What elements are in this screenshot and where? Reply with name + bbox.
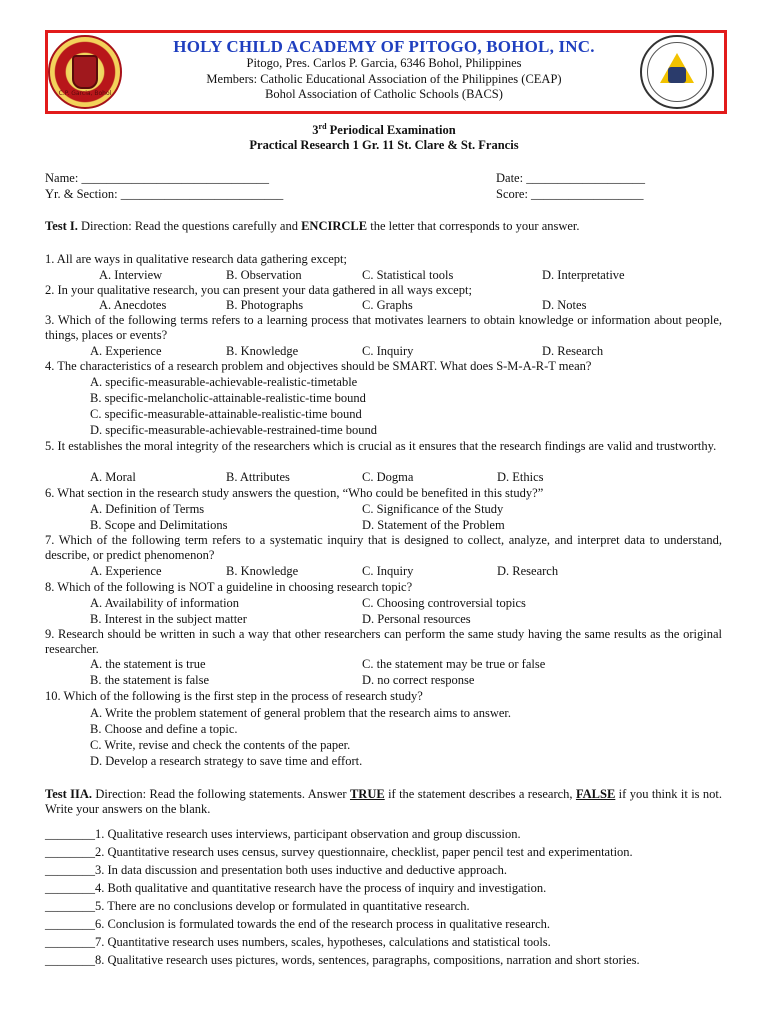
question-4: 4. The characteristics of a research problem and objectives should be SMART. What does S-M-A-R-T mean? bbox=[45, 359, 592, 373]
q10-choice-b[interactable]: B. Choose and define a topic. bbox=[90, 722, 238, 736]
question-7: 7. Which of the following term refers to a systematic inquiry that is designed to collect, analyze, and interpret data to understand, describe, or predict phenomenon? bbox=[45, 533, 722, 562]
question-1: 1. All are ways in qualitative research data gathering except; bbox=[45, 252, 347, 266]
question-3: 3. Which of the following terms refers to a learning process that motivates learners to obtain knowledge or information about people, things, places or events? bbox=[45, 313, 722, 342]
school-members: Members: Catholic Educational Association of the Philippines (CEAP) bbox=[206, 72, 562, 86]
question-9: 9. Research should be written in such a way that other researchers can perform the same study having the same results as the original researcher. bbox=[45, 627, 722, 656]
tf-item-8[interactable]: ________8. Qualitative research uses pictures, words, sentences, paragraphs, compositions, narration and short stories. bbox=[45, 953, 640, 967]
test2-dir-a: Direction: Read the following statements. Answer bbox=[92, 787, 350, 801]
q6-choice-c[interactable]: C. Significance of the Study bbox=[362, 502, 504, 516]
tabernacle-icon bbox=[72, 55, 98, 89]
question-6: 6. What section in the research study answers the question, “Who could be benefited in this study?” bbox=[45, 486, 544, 500]
q1-choice-c[interactable]: C. Statistical tools bbox=[362, 268, 454, 282]
test1-direction-bold: ENCIRCLE bbox=[301, 219, 368, 233]
q8-choice-d[interactable]: D. Personal resources bbox=[362, 612, 471, 626]
test2-label: Test IIA. bbox=[45, 787, 93, 801]
tf-item-6[interactable]: ________6. Conclusion is formulated towards the end of the research process in qualitative research. bbox=[45, 917, 551, 931]
q2-choice-b[interactable]: B. Photographs bbox=[226, 298, 304, 312]
q4-choice-a[interactable]: A. specific-measurable-achievable-realistic-timetable bbox=[90, 375, 358, 389]
test2-dir-c: if you think it is not. Write your answers on the blank. bbox=[45, 787, 723, 816]
false-word: FALSE bbox=[575, 787, 616, 801]
section-field[interactable]: Yr. & Section: __________________________ bbox=[45, 187, 284, 201]
q2-choice-d[interactable]: D. Notes bbox=[542, 298, 587, 312]
score-field[interactable]: Score: __________________ bbox=[496, 187, 644, 201]
q1-choice-d[interactable]: D. Interpretative bbox=[542, 268, 625, 282]
question-5: 5. It establishes the moral integrity of the researchers which is crucial as it ensures that the research findings are valid and trustworthy. bbox=[45, 439, 717, 453]
q3-choice-b[interactable]: B. Knowledge bbox=[226, 344, 299, 358]
q5-choice-d[interactable]: D. Ethics bbox=[497, 470, 544, 484]
q7-choice-c[interactable]: C. Inquiry bbox=[362, 564, 414, 578]
q5-choice-c[interactable]: C. Dogma bbox=[362, 470, 414, 484]
q1-choice-b[interactable]: B. Observation bbox=[226, 268, 302, 282]
test1-direction bbox=[45, 219, 580, 234]
school-bacs: Bohol Association of Catholic Schools (BACS) bbox=[265, 87, 503, 101]
bacs-logo bbox=[640, 35, 714, 109]
test2-direction bbox=[45, 787, 722, 817]
q5-choice-b[interactable]: B. Attributes bbox=[226, 470, 290, 484]
test1-direction-a: Direction: Read the questions carefully and bbox=[77, 219, 302, 233]
book-icon bbox=[668, 67, 686, 83]
q9-choice-c[interactable]: C. the statement may be true or false bbox=[362, 657, 546, 671]
q7-choice-a[interactable]: A. Experience bbox=[90, 564, 162, 578]
q4-choice-d[interactable]: D. specific-measurable-achievable-restrained-time bound bbox=[90, 423, 378, 437]
q3-choice-a[interactable]: A. Experience bbox=[90, 344, 162, 358]
q8-choice-c[interactable]: C. Choosing controversial topics bbox=[362, 596, 526, 610]
question-10: 10. Which of the following is the first step in the process of research study? bbox=[45, 689, 423, 703]
q10-choice-a[interactable]: A. Write the problem statement of general problem that the research aims to answer. bbox=[90, 706, 511, 720]
q3-choice-c[interactable]: C. Inquiry bbox=[362, 344, 414, 358]
q6-choice-d[interactable]: D. Statement of the Problem bbox=[362, 518, 505, 532]
tf-item-5[interactable]: ________5. There are no conclusions develop or formulated in quantitative research. bbox=[45, 899, 470, 913]
q6-choice-b[interactable]: B. Scope and Delimitations bbox=[90, 518, 228, 532]
question-8: 8. Which of the following is NOT a guideline in choosing research topic? bbox=[45, 580, 413, 594]
q7-choice-b[interactable]: B. Knowledge bbox=[226, 564, 299, 578]
q8-choice-b[interactable]: B. Interest in the subject matter bbox=[90, 612, 247, 626]
q2-choice-c[interactable]: C. Graphs bbox=[362, 298, 413, 312]
school-seal-logo bbox=[48, 35, 122, 109]
q9-choice-d[interactable]: D. no correct response bbox=[362, 673, 475, 687]
tf-item-1[interactable]: ________1. Qualitative research uses interviews, participant observation and group discussion. bbox=[45, 827, 521, 841]
q9-choice-b[interactable]: B. the statement is false bbox=[90, 673, 210, 687]
tf-item-7[interactable]: ________7. Quantitative research uses numbers, scales, hypotheses, calculations and statistical tools. bbox=[45, 935, 551, 949]
q9-choice-a[interactable]: A. the statement is true bbox=[90, 657, 206, 671]
q2-choice-a[interactable]: A. Anecdotes bbox=[99, 298, 167, 312]
exam-ordinal: 3 bbox=[312, 123, 319, 138]
name-field[interactable]: Name: ______________________________ bbox=[45, 171, 269, 185]
exam-ordinal-suffix: rd bbox=[318, 122, 327, 131]
q7-choice-d[interactable]: D. Research bbox=[497, 564, 559, 578]
true-word: TRUE bbox=[349, 787, 385, 801]
tf-item-4[interactable]: ________4. Both qualitative and quantitative research have the process of inquiry and investigation. bbox=[45, 881, 547, 895]
q6-choice-a[interactable]: A. Definition of Terms bbox=[90, 502, 205, 516]
seal-text: C.P. Garcia, Bohol bbox=[58, 90, 112, 97]
tf-item-3[interactable]: ________3. In data discussion and presentation both uses inductive and deductive approach. bbox=[45, 863, 508, 877]
test1-label: Test I. bbox=[45, 219, 78, 233]
q3-choice-d[interactable]: D. Research bbox=[542, 344, 604, 358]
q4-choice-b[interactable]: B. specific-melancholic-attainable-realistic-time bound bbox=[90, 391, 366, 405]
q4-choice-c[interactable]: C. specific-measurable-attainable-realistic-time bound bbox=[90, 407, 362, 421]
question-2: 2. In your qualitative research, you can present your data gathered in all ways except; bbox=[45, 283, 472, 297]
q8-choice-a[interactable]: A. Availability of information bbox=[90, 596, 240, 610]
q10-choice-d[interactable]: D. Develop a research strategy to save time and effort. bbox=[90, 754, 363, 768]
q10-choice-c[interactable]: C. Write, revise and check the contents of the paper. bbox=[90, 738, 351, 752]
date-field[interactable]: Date: ___________________ bbox=[496, 171, 645, 185]
exam-title-rest: Periodical Examination bbox=[326, 123, 456, 138]
tf-item-2[interactable]: ________2. Quantitative research uses census, survey questionnaire, checklist, paper pencil test and experimentation. bbox=[45, 845, 633, 859]
exam-title bbox=[0, 122, 768, 138]
test2-dir-b: if the statement describes a research, bbox=[384, 787, 576, 801]
test1-direction-b: the letter that corresponds to your answer. bbox=[367, 219, 580, 233]
exam-subtitle: Practical Research 1 Gr. 11 St. Clare & St. Francis bbox=[249, 138, 519, 152]
school-name: HOLY CHILD ACADEMY OF PITOGO, BOHOL, INC. bbox=[173, 37, 595, 56]
q1-choice-a[interactable]: A. Interview bbox=[99, 268, 163, 282]
q5-choice-a[interactable]: A. Moral bbox=[90, 470, 136, 484]
school-address: Pitogo, Pres. Carlos P. Garcia, 6346 Bohol, Philippines bbox=[246, 56, 522, 70]
